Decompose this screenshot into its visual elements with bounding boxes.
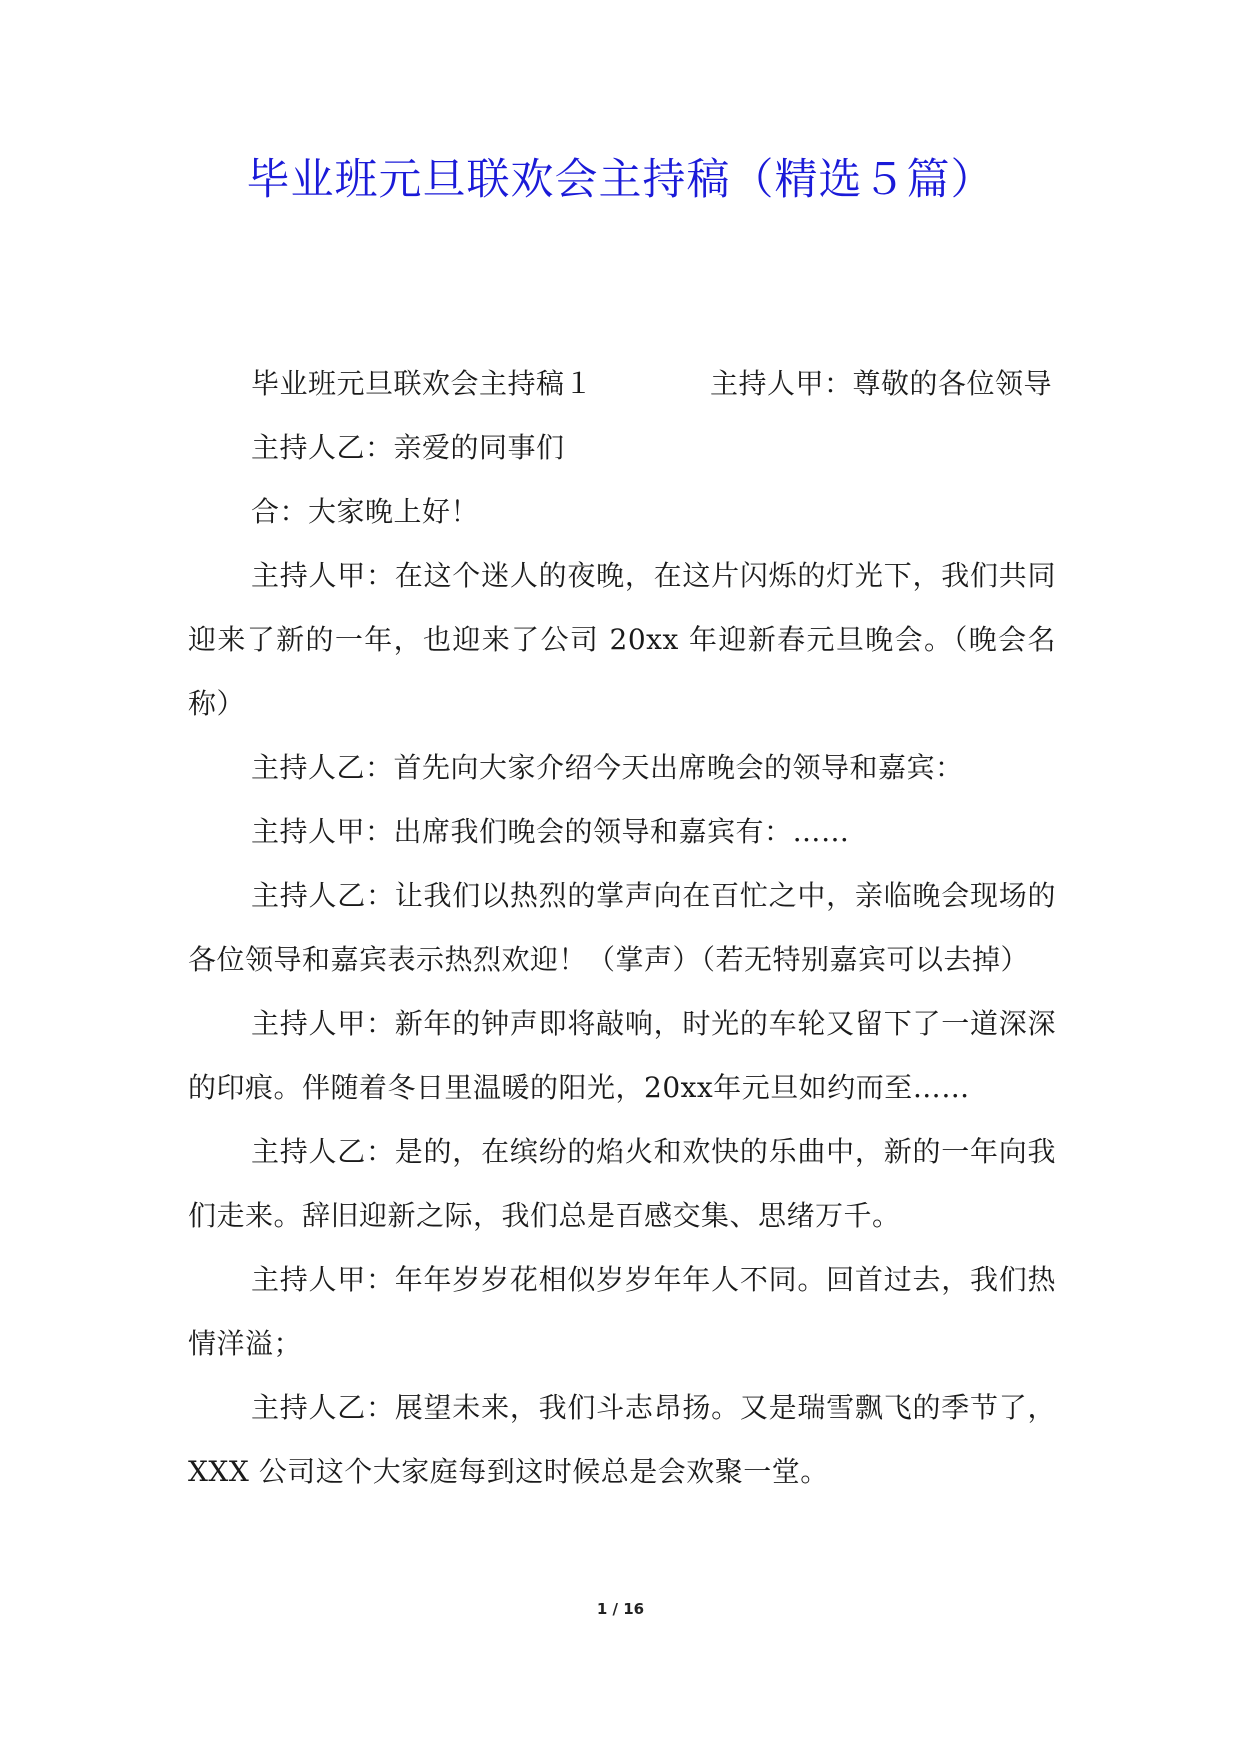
section-heading: 毕业班元旦联欢会主持稿１: [251, 367, 594, 400]
paragraph: 主持人甲：新年的钟声即将敲响，时光的车轮又留下了一道深深的印痕。伴随着冬日里温暖的阳光，20xx年元旦如约而至……: [188, 1007, 1056, 1104]
first-line-speech: 主持人甲：尊敬的各位领导: [709, 367, 1052, 400]
paragraph: 主持人甲：年年岁岁花相似岁岁年年人不同。回首过去，我们热情洋溢；: [188, 1263, 1056, 1360]
page-number: 1 / 16: [596, 1600, 645, 1618]
paragraph: 主持人乙：让我们以热烈的掌声向在百忙之中，亲临晚会现场的各位领导和嘉宾表示热烈欢迎！（掌声）（若无特别嘉宾可以去掉）: [188, 879, 1056, 976]
paragraph: 主持人乙：亲爱的同事们: [251, 431, 565, 464]
document-body: [188, 352, 1056, 1504]
paragraph: 主持人甲：出席我们晚会的领导和嘉宾有：……: [251, 815, 850, 848]
first-line: [188, 352, 1056, 416]
paragraph: 主持人乙：展望未来，我们斗志昂扬。又是瑞雪飘飞的季节了，XXX 公司这个大家庭每到这时候总是会欢聚一堂。: [188, 1391, 1056, 1488]
paragraph: 主持人乙：是的，在缤纷的焰火和欢快的乐曲中，新的一年向我们走来。辞旧迎新之际，我们总是百感交集、思绪万千。: [188, 1135, 1056, 1232]
paragraph: 合：大家晚上好！: [251, 495, 480, 528]
paragraph: 主持人乙：首先向大家介绍今天出席晚会的领导和嘉宾：: [251, 751, 964, 784]
paragraph: 主持人甲：在这个迷人的夜晚，在这片闪烁的灯光下，我们共同迎来了新的一年，也迎来了公司 20xx 年迎新春元旦晚会。（晚会名称）: [188, 559, 1056, 720]
document-title: 毕业班元旦联欢会主持稿（精选５篇）: [246, 155, 995, 205]
